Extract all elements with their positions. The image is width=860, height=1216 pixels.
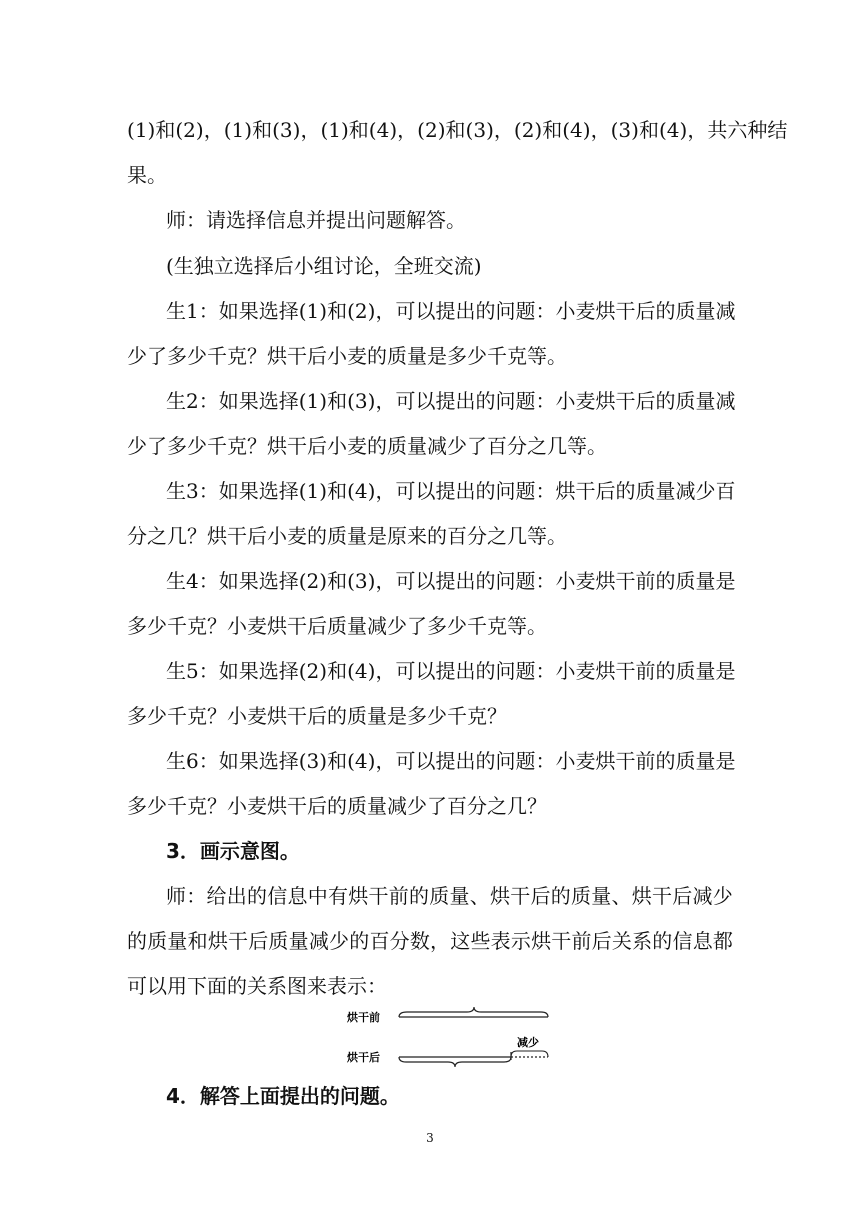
text-line: 多少千克？小麦烘干后质量减少了多少千克等。 (127, 614, 547, 638)
decrease-brace (511, 1051, 548, 1057)
text-line: 师：请选择信息并提出问题解答。 (166, 208, 466, 232)
text-line: 少了多少千克？烘干后小麦的质量是多少千克等。 (127, 344, 567, 368)
label-after: 烘干后 (347, 1052, 380, 1064)
label-before: 烘干前 (347, 1012, 380, 1024)
before-brace (399, 1007, 548, 1017)
section-heading: 3．画示意图。 (166, 839, 300, 863)
text-line: 多少千克？小麦烘干后的质量是多少千克？ (127, 704, 507, 728)
label-decrease: 减少 (517, 1037, 539, 1049)
text-line: 生 2 ： 如 果 选 择 ( 1 ) 和 ( 3 ) ， 可 以 提 出 的 问 题 ： 小 麦 烘 干 后 的 质 量 减 (166, 389, 736, 413)
diagram-svg (345, 1000, 565, 1080)
text-line: 生 4 ： 如 果 选 择 ( 2 ) 和 ( 3 ) ， 可 以 提 出 的 问 题 ： 小 麦 烘 干 前 的 质 量 是 (166, 569, 736, 593)
text-line: 师 ： 给 出 的 信 息 中 有 烘 干 前 的 质 量 、 烘 干 后 的 质 量 、 烘 干 后 减 少 (166, 884, 733, 908)
text-line: 的 质 量 和 烘 干 后 质 量 减 少 的 百 分 数 ， 这 些 表 示 烘 干 前 后 关 系 的 信 息 都 (127, 929, 733, 953)
text-line: 生 1 ： 如 果 选 择 ( 1 ) 和 ( 2 ) ， 可 以 提 出 的 问 题 ： 小 麦 烘 干 后 的 质 量 减 (166, 299, 736, 323)
text-line: 分之几？烘干后小麦的质量是原来的百分之几等。 (127, 524, 567, 548)
text-line: ( 1 ) 和 ( 2 ) ， ( 1 ) 和 ( 3 ) ， ( 1 ) 和 ( 4 ) ， ( 2 ) 和 ( 3 ) ， ( 2 ) 和 ( 4 ) ， ( 3 ) 和 ( 4 ) ， 共 六 种 结 (127, 118, 788, 142)
text-line: 可以用下面的关系图来表示： (127, 974, 387, 998)
page-number: 3 (426, 1131, 434, 1145)
text-line: 生 6 ： 如 果 选 择 ( 3 ) 和 ( 4 ) ， 可 以 提 出 的 问 题 ： 小 麦 烘 干 前 的 质 量 是 (166, 749, 736, 773)
text-line: (生独立选择后小组讨论，全班交流) (166, 254, 482, 278)
relationship-diagram (345, 1000, 565, 1084)
text-line: 生 3 ： 如 果 选 择 ( 1 ) 和 ( 4 ) ， 可 以 提 出 的 问 题 ： 烘 干 后 的 质 量 减 少 百 (166, 479, 736, 503)
text-line: 生 5 ： 如 果 选 择 ( 2 ) 和 ( 4 ) ， 可 以 提 出 的 问 题 ： 小 麦 烘 干 前 的 质 量 是 (166, 659, 736, 683)
text-line: 多少千克？小麦烘干后的质量减少了百分之几？ (127, 794, 547, 818)
text-line: 果。 (127, 163, 167, 187)
section-heading: 4．解答上面提出的问题。 (166, 1084, 400, 1108)
after-brace (399, 1057, 511, 1067)
text-line: 少了多少千克？烘干后小麦的质量减少了百分之几等。 (127, 434, 607, 458)
